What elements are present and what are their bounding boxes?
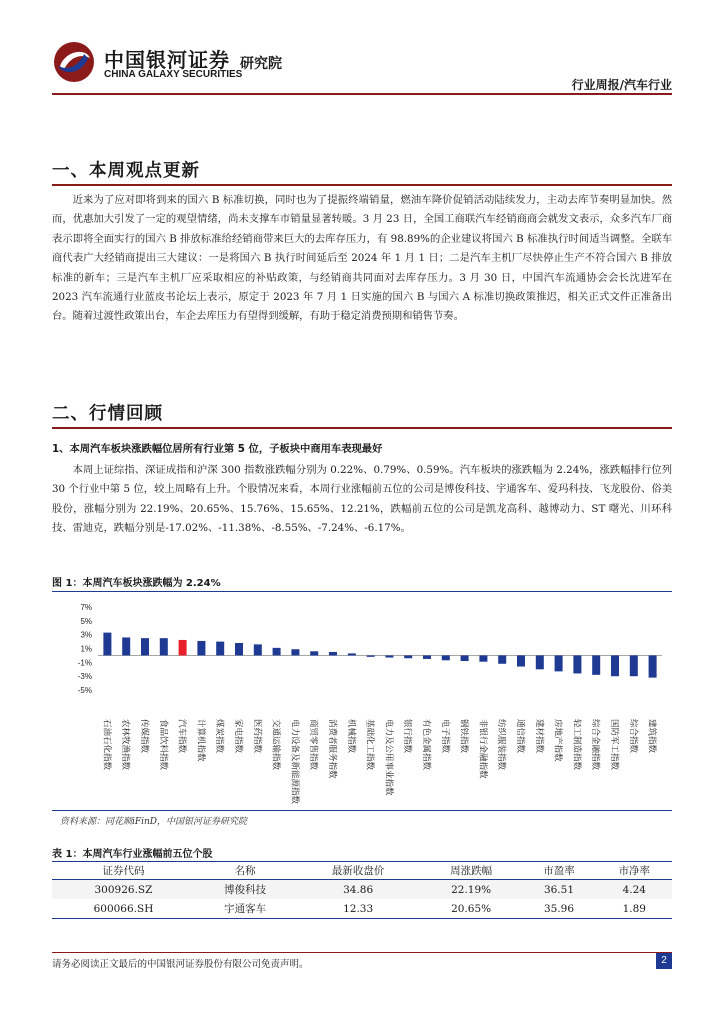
x-tick-label: 房地产指数 <box>552 719 563 762</box>
y-tick-label: 1% <box>80 644 92 654</box>
bar-24 <box>555 655 563 671</box>
institute-label: 研究院 <box>240 56 282 72</box>
table-row <box>52 880 672 900</box>
bar-28 <box>630 655 638 676</box>
y-tick-label: -1% <box>77 658 92 668</box>
report-type-label: 行业周报/汽车行业 <box>571 78 672 92</box>
bar-18 <box>442 655 450 660</box>
table-cell: 4.24 <box>597 880 672 900</box>
x-tick-label: 通信指数 <box>515 719 525 754</box>
header-divider <box>52 93 672 95</box>
x-tick-label: 传媒指数 <box>139 719 149 754</box>
x-tick-label: 食品饮料指数 <box>157 719 168 771</box>
bar-9 <box>273 648 281 656</box>
bar-13 <box>348 653 356 655</box>
x-tick-label: 农林牧渔指数 <box>120 719 131 771</box>
bar-6 <box>216 642 224 656</box>
bar-23 <box>536 655 544 669</box>
table-cell: 36.51 <box>521 880 596 900</box>
table-header-cell: 市净率 <box>597 862 672 880</box>
bar-12 <box>329 652 337 655</box>
x-tick-label: 建筑指数 <box>646 719 657 754</box>
x-tick-label: 电力设备及新能源指数 <box>289 719 300 805</box>
table-cell: 600066.SH <box>52 899 195 919</box>
bar-2 <box>141 638 149 655</box>
disclaimer-text: 请务必阅读正文最后的中国银河证券股份有限公司免责声明。 <box>52 959 309 970</box>
table-cell: 12.33 <box>295 899 421 919</box>
industry-change-bar-chart <box>52 593 672 808</box>
bar-10 <box>291 649 299 655</box>
bar-16 <box>404 655 412 658</box>
logo-cn-text: 中国银河证券 <box>104 48 230 72</box>
section-2-paragraph: 本周上证综指、深证成指和沪深 300 指数涨跌幅分别为 0.22%、0.79%、0.59%。汽车板块的涨跌幅为 2.24%，涨跌幅排行位列 30 个行业中第 5 位，较上周略有上升。个股情况来看，本周行业涨幅前五位的公司是博俊科技、宇通客车、爱玛科技、飞龙股份、俗美股份，涨幅分别为 22.19%、20.65%、15.76%、15.65%、12.21%，跌幅前五位的公司是凯龙高科、越博动力、ST 曙光、川环科技、雷迪克，跌幅分别是-17.02%、-11.38%、-8.55%、-7.24%、-6.17%。 <box>52 464 672 535</box>
table-cell: 35.96 <box>521 899 596 919</box>
table-header-row <box>52 862 672 880</box>
bar-27 <box>611 655 619 676</box>
table-cell: 34.86 <box>295 880 421 900</box>
table-cell: 宇通客车 <box>195 899 295 919</box>
bar-22 <box>517 655 525 666</box>
table-row <box>52 899 672 919</box>
bar-0 <box>103 633 111 656</box>
bar-21 <box>498 655 506 663</box>
x-tick-label: 基础化工指数 <box>364 719 375 771</box>
x-tick-label: 汽车指数 <box>176 719 187 754</box>
y-tick-label: 3% <box>80 630 92 640</box>
figure-caption: 图 1：本周汽车板块涨跌幅为 2.24% <box>52 578 221 589</box>
y-tick-label: -5% <box>77 686 92 696</box>
table-header-cell: 名称 <box>195 862 295 880</box>
bar-11 <box>310 651 318 655</box>
table-header-cell: 市盈率 <box>521 862 596 880</box>
bar-19 <box>461 655 469 661</box>
galaxy-logo-icon <box>52 40 96 84</box>
table-header-cell: 证券代码 <box>52 862 195 880</box>
bar-4 <box>179 640 187 656</box>
x-tick-label: 电子指数 <box>439 719 450 754</box>
x-tick-label: 医药指数 <box>251 719 262 754</box>
x-tick-label: 建材指数 <box>533 719 544 754</box>
figure-bottom-rule <box>52 810 672 811</box>
section-1-title: 一、本周观点更新 <box>52 161 200 181</box>
bar-7 <box>235 643 243 655</box>
bar-20 <box>479 655 487 661</box>
bar-14 <box>367 655 375 656</box>
y-tick-label: 7% <box>80 603 92 612</box>
bar-17 <box>423 655 431 658</box>
bar-3 <box>160 638 168 655</box>
footer-divider <box>52 952 672 953</box>
x-tick-label: 综合指数 <box>627 719 638 754</box>
table-cell: 300926.SZ <box>52 880 195 900</box>
bar-26 <box>592 655 600 674</box>
y-tick-label: -3% <box>77 672 92 682</box>
section-1-divider <box>52 184 672 186</box>
logo-en-text: CHINA GALAXY SECURITIES <box>104 69 243 80</box>
bar-5 <box>197 641 205 656</box>
page-number: 2 <box>656 953 672 969</box>
y-tick-label: 5% <box>80 616 92 626</box>
table-header-cell: 最新收盘价 <box>295 862 421 880</box>
x-tick-label: 国防军工指数 <box>609 719 619 771</box>
bar-1 <box>122 637 130 655</box>
table-cell: 22.19% <box>421 880 521 900</box>
bar-29 <box>649 655 657 677</box>
x-tick-label: 电力及公用事业指数 <box>383 719 394 796</box>
x-tick-label: 煤炭指数 <box>214 719 225 754</box>
x-tick-label: 消费者服务指数 <box>327 719 337 779</box>
x-tick-label: 纺织服装指数 <box>496 719 507 771</box>
x-tick-label: 交通运输指数 <box>270 719 281 771</box>
subsection-title: 1、本周汽车板块涨跌幅位居所有行业第 5 位，子板块中商用车表现最好 <box>52 443 383 455</box>
bar-15 <box>385 655 393 657</box>
section-1-paragraph: 近来为了应对即将到来的国六 B 标准切换，同时也为了提振终端销量，燃油车降价促销活动陆续发力，主动去库节奏明显加快。然而，优惠加大引发了一定的观望情绪，尚未支撑车市销量显著转暖。3 月 23 日，全国工商联汽车经销商商会就发文表示，众多汽车厂商表示即将全面实行的国六 B 排放标准给经销商带来巨大的去库存压力，有 98.89%的企业建议将国六 B 标准执行时间适当调整。全联车商代表广大经销商提出三大建议：一是将国六 B 执行时间延后至 2024 年 1 月 1 日；二是汽车主机厂尽快停止生产不符合国六 B 排放标准的新车；三是汽车主机厂应采取相应的补贴政策，与经销商共同面对去库存压力。3 月 30 日，中国汽车流通协会会长沈进军在 2023 汽车流通行业蓝皮书论坛上表示，原定于 2023 年 7 月 1 日实施的国六 B 与国六 A 标准切换政策推迟，相关正式文件正准备出台。随着过渡性政策出台，车企去库压力有望得到缓解，有助于稳定消费预期和销售节奏。 <box>52 194 672 323</box>
x-tick-label: 计算机指数 <box>195 719 206 762</box>
table-caption: 表 1：本周汽车行业涨幅前五位个股 <box>52 849 213 860</box>
figure-top-rule <box>52 591 672 592</box>
x-tick-label: 钢铁指数 <box>458 719 469 754</box>
x-tick-label: 机械指数 <box>345 719 356 754</box>
table-cell: 20.65% <box>421 899 521 919</box>
figure-source: 资料来源：同花顺iFinD，中国银河证券研究院 <box>60 817 248 827</box>
section-2-divider <box>52 427 672 429</box>
section-2-title: 二、行情回顾 <box>52 404 163 424</box>
x-tick-label: 有色金属指数 <box>421 719 431 771</box>
bar-25 <box>573 655 581 673</box>
table-header-cell: 周涨跌幅 <box>421 862 521 880</box>
bar-8 <box>254 644 262 655</box>
x-tick-label: 综合金融指数 <box>590 719 601 771</box>
x-tick-label: 家电指数 <box>233 719 243 754</box>
table-cell: 博俊科技 <box>195 880 295 900</box>
x-tick-label: 石油石化指数 <box>101 719 112 771</box>
x-tick-label: 银行指数 <box>402 719 413 754</box>
x-tick-label: 商贸零售指数 <box>308 719 319 771</box>
table-cell: 1.89 <box>597 899 672 919</box>
top-stocks-table <box>52 861 672 919</box>
x-tick-label: 非银行金融指数 <box>477 719 488 779</box>
x-tick-label: 轻工制造指数 <box>571 719 582 771</box>
